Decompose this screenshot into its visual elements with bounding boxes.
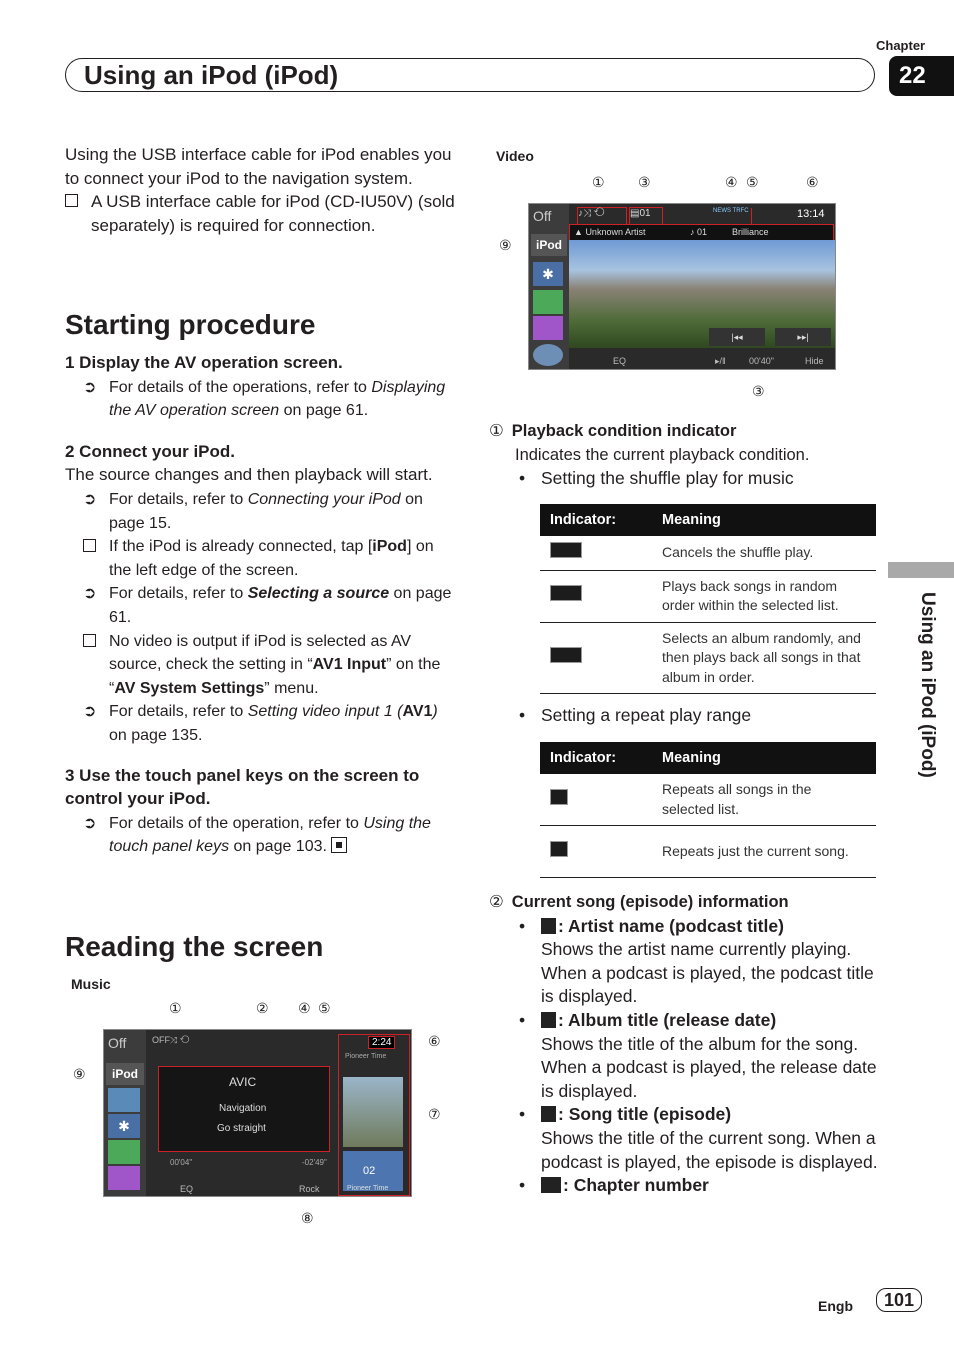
- ref-step4: [65, 700, 455, 747]
- intro-note-text: A USB interface cable for iPod (CD-IU50V) (sold separately) is required for connection.: [91, 192, 455, 235]
- news-traffic-icons: NEWS TRFC: [713, 208, 752, 225]
- chapter-icon: [541, 1177, 561, 1193]
- next-chapter-button[interactable]: ▸▸|: [775, 328, 831, 346]
- ref-text: on page 103.: [229, 838, 327, 856]
- arrow-icon: ➲: [83, 490, 97, 508]
- arrow-icon: ➲: [83, 378, 97, 396]
- arrow-icon: ➲: [83, 814, 97, 832]
- callout-4: ④: [725, 174, 738, 190]
- repeat-bullet: [489, 704, 931, 728]
- bullet: •: [519, 1009, 526, 1030]
- chapter-item: • : Chapter number: [489, 1174, 879, 1198]
- ref-step3: [65, 582, 455, 629]
- music-screen: [103, 1029, 412, 1197]
- intro-note: [65, 190, 455, 237]
- ref-text: on page 15.: [109, 490, 423, 532]
- off-button[interactable]: Off: [533, 208, 552, 224]
- section-title: Using an iPod (iPod): [65, 58, 875, 92]
- prev-chapter-button[interactable]: |◂◂: [709, 328, 765, 346]
- song-text: Go straight: [217, 1123, 266, 1134]
- table-row: [540, 774, 876, 826]
- heading-reading: Reading the screen: [65, 931, 324, 962]
- video-screen: [528, 203, 836, 370]
- heading-starting: Starting procedure: [65, 309, 316, 340]
- callout-5: ⑤: [318, 1000, 331, 1016]
- step-2-text: The source changes and then playback will start.: [65, 465, 433, 485]
- chapter-indicator: ▤01: [629, 207, 663, 225]
- song-item: • : Song title (episode) Shows the title of the current song. When a podcast is played, the episode is displayed.: [489, 1103, 879, 1174]
- disc-icon[interactable]: [108, 1088, 140, 1112]
- remaining-time: -02'49": [302, 1158, 327, 1167]
- note-bold: iPod: [372, 538, 407, 556]
- disc-icon[interactable]: [533, 344, 563, 366]
- arrow-icon: ➲: [83, 703, 97, 721]
- callout-2-text: ②: [489, 893, 504, 911]
- arrow-icon: ➲: [83, 585, 97, 603]
- chapter-number-text: 01: [639, 208, 651, 219]
- indicator-cell: [540, 826, 652, 878]
- bullet: •: [519, 1175, 526, 1196]
- note-text: ] on the left edge of the screen.: [109, 538, 434, 579]
- note-text: ” on the “: [109, 656, 441, 697]
- side-tab-marker: [888, 562, 954, 578]
- callout-4: ④: [298, 1000, 311, 1016]
- song-title-text: Brilliance: [732, 227, 769, 237]
- note-step2: [65, 535, 455, 582]
- item-2: [489, 891, 879, 1198]
- eq-preset[interactable]: Rock: [299, 1184, 320, 1194]
- note-text: No video is output if iPod is selected as AV source, check the setting in “: [109, 632, 412, 674]
- artist-icon: ▲: [574, 227, 583, 237]
- shuffle-album-icon: [550, 647, 582, 663]
- shuffle-off-icon: [550, 542, 582, 558]
- header-indicator: Indicator:: [540, 742, 652, 774]
- table-header: [540, 504, 876, 536]
- song-desc: Shows the title of the current song. When a podcast is played, the episode is displayed.: [541, 1127, 878, 1172]
- end-mark-icon: [331, 837, 347, 853]
- off-button[interactable]: Off: [108, 1035, 127, 1051]
- song-icon: [541, 1106, 556, 1122]
- hide-button[interactable]: Hide: [805, 356, 824, 366]
- music-caption: Music: [71, 976, 111, 992]
- am-icon[interactable]: [533, 316, 563, 340]
- shuffle-table: [540, 504, 876, 694]
- artist-icon: [541, 918, 556, 934]
- meaning-cell: Repeats all songs in the selected list.: [652, 774, 876, 826]
- bullet: •: [519, 1104, 526, 1125]
- song-info-bar: [569, 224, 834, 241]
- artwork-waterfall: [343, 1077, 403, 1147]
- artist-title: Artist name (podcast title): [568, 915, 784, 936]
- ref-step1: [65, 376, 455, 423]
- repeat-bullet-text: Setting a repeat play range: [541, 705, 752, 725]
- ref-text: For details, refer to: [109, 585, 248, 603]
- note-step3: [65, 630, 455, 701]
- ref-text: on page 61.: [279, 402, 369, 420]
- ipod-source-button[interactable]: iPod: [531, 234, 567, 256]
- ipod-source-button[interactable]: iPod: [106, 1063, 144, 1085]
- item-1-desc: Indicates the current playback condition.: [515, 445, 810, 464]
- callout-1-text: ①: [489, 422, 504, 440]
- callout-6: ⑥: [806, 174, 819, 190]
- song-number: ♪ 01: [690, 227, 708, 237]
- item-1: [489, 420, 879, 491]
- table-row: [540, 622, 876, 694]
- ref-italic: ): [432, 703, 438, 721]
- indicator-cell: [540, 570, 652, 622]
- bluetooth-icon[interactable]: ✱: [533, 262, 563, 286]
- callout-7: ⑦: [428, 1106, 441, 1122]
- header-meaning: Meaning: [652, 742, 876, 774]
- item-1-title: [489, 420, 879, 444]
- item-1-title-text: Playback condition indicator: [511, 422, 737, 440]
- ref-text: For details, refer to: [109, 703, 248, 721]
- step-2: 2 Connect your iPod.: [65, 441, 236, 461]
- language-code: Engb: [818, 1298, 853, 1314]
- note-icon: [83, 535, 102, 559]
- indicator-cell: [540, 622, 652, 694]
- intro-block: [65, 143, 455, 237]
- shuffle-repeat-icons: OFF⤨ ⟲: [152, 1035, 190, 1045]
- callout-3b: ③: [752, 383, 765, 399]
- table-header: [540, 742, 876, 774]
- bullet: •: [519, 705, 526, 725]
- ref-italic: Using the touch panel keys: [109, 814, 431, 856]
- bullet: •: [519, 915, 526, 936]
- chapter-number: 22: [889, 56, 954, 96]
- callout-8: ⑧: [301, 1210, 314, 1226]
- album-desc: Shows the title of the album for the song. When a podcast is played, the release date is displayed.: [541, 1033, 877, 1101]
- shuffle-bullet-text: Setting the shuffle play for music: [541, 468, 794, 489]
- shuffle-repeat-icons: ♪⤨ ⟲: [577, 207, 627, 225]
- ref-text: For details of the operations, refer to: [109, 378, 372, 396]
- artwork-list[interactable]: [338, 1034, 410, 1196]
- callout-2: ②: [256, 1000, 269, 1016]
- ref-bold-italic: Selecting a source: [247, 585, 390, 603]
- track-number: 02: [363, 1165, 376, 1177]
- header-indicator: Indicator:: [540, 504, 652, 536]
- radio-icon[interactable]: [108, 1140, 140, 1164]
- header-meaning: Meaning: [652, 504, 876, 536]
- album-item: • : Album title (release date) Shows the title of the album for the song. When a podcast is played, the release date is displayed.: [489, 1009, 879, 1103]
- callout-6: ⑥: [428, 1033, 441, 1049]
- artist-text: AVIC: [229, 1075, 257, 1089]
- am-icon[interactable]: [108, 1166, 140, 1190]
- meaning-cell: Selects an album randomly, and then plays back all songs in that album in order.: [652, 622, 876, 694]
- ref-bold: AV1: [402, 703, 433, 721]
- chapter-label: Chapter: [876, 38, 926, 53]
- intro-text: Using the USB interface cable for iPod enables you to connect your iPod to the navigation system.: [65, 145, 452, 188]
- album-text: Navigation: [219, 1103, 267, 1114]
- track-label: Pioneer Time: [345, 1053, 387, 1060]
- song-title: Song title (episode): [568, 1104, 732, 1125]
- repeat-table: [540, 742, 876, 878]
- note-text: If the iPod is already connected, tap [: [109, 538, 373, 556]
- callout-9: ⑨: [499, 237, 512, 253]
- page-number: 101: [876, 1288, 922, 1312]
- note-icon: [83, 630, 102, 654]
- item-2-title: [489, 891, 879, 915]
- elapsed-time: 00'04": [170, 1158, 193, 1167]
- item-2-title-text: Current song (episode) information: [511, 893, 789, 911]
- indicator-cell: [540, 774, 652, 826]
- album-icon: [541, 1012, 556, 1028]
- album-title: Album title (release date): [568, 1009, 777, 1030]
- callout-1: ①: [169, 1000, 182, 1016]
- step-3: 3 Use the touch panel keys on the screen to control your iPod.: [65, 765, 420, 809]
- eq-button[interactable]: EQ: [180, 1184, 194, 1194]
- meaning-cell: Repeats just the current song.: [652, 826, 876, 878]
- ref-step5: [65, 812, 455, 859]
- ref-text: For details, refer to: [109, 490, 248, 508]
- starting-procedure: [65, 351, 455, 859]
- track-label-2: Pioneer Time: [347, 1185, 389, 1192]
- callout-1: ①: [592, 174, 605, 190]
- ref-italic: Displaying the AV operation screen: [109, 378, 446, 420]
- bullet: •: [519, 468, 526, 489]
- ref-italic: Setting video input 1 (: [247, 703, 403, 721]
- repeat-all-icon: [550, 789, 568, 805]
- artist-desc: Shows the artist name currently playing. When a podcast is played, the podcast title is displayed.: [541, 939, 874, 1007]
- radio-icon[interactable]: [533, 290, 563, 314]
- note-text: ” menu.: [264, 679, 319, 697]
- ref-text: on page 135.: [109, 726, 203, 744]
- repeat-one-icon: [550, 841, 568, 857]
- meaning-cell: Cancels the shuffle play.: [652, 536, 876, 570]
- chapter-title: Chapter number: [573, 1175, 709, 1196]
- artist-text: Unknown Artist: [585, 227, 646, 237]
- ref-italic: Connecting your iPod: [247, 490, 401, 508]
- callout-5: ⑤: [746, 174, 759, 190]
- ref-text: For details of the operation, refer to: [109, 814, 364, 832]
- play-pause-button[interactable]: ▸/ǁ: [715, 356, 726, 366]
- shuffle-bullet: [489, 467, 879, 491]
- bluetooth-icon[interactable]: ✱: [108, 1114, 140, 1138]
- note-bold: AV System Settings: [114, 679, 265, 697]
- side-tab-label: Using an iPod (iPod): [917, 592, 938, 778]
- callout-3: ③: [638, 174, 651, 190]
- note-icon: [65, 190, 84, 214]
- elapsed-time: 00'40": [749, 356, 774, 366]
- step-1: 1 Display the AV operation screen.: [65, 353, 343, 372]
- note-bold: AV1 Input: [312, 656, 387, 674]
- artist-item: • : Artist name (podcast title) Shows the artist name currently playing. When a podcast is played, the podcast title is displayed.: [489, 915, 879, 1009]
- video-caption: Video: [496, 148, 534, 164]
- table-row: [540, 536, 876, 570]
- indicator-cell: [540, 536, 652, 570]
- song-info-panel: [158, 1066, 330, 1152]
- clock: 2:24: [368, 1036, 395, 1049]
- table-row: [540, 826, 876, 878]
- eq-button[interactable]: EQ: [613, 356, 627, 366]
- ref-step2: [65, 488, 455, 535]
- ref-text: on page 61.: [109, 585, 452, 626]
- song-number-text: 01: [697, 227, 708, 237]
- clock: 13:14: [797, 208, 825, 220]
- table-row: [540, 570, 876, 622]
- callout-9: ⑨: [73, 1066, 86, 1082]
- meaning-cell: Plays back songs in random order within the selected list.: [652, 570, 876, 622]
- shuffle-songs-icon: [550, 585, 582, 601]
